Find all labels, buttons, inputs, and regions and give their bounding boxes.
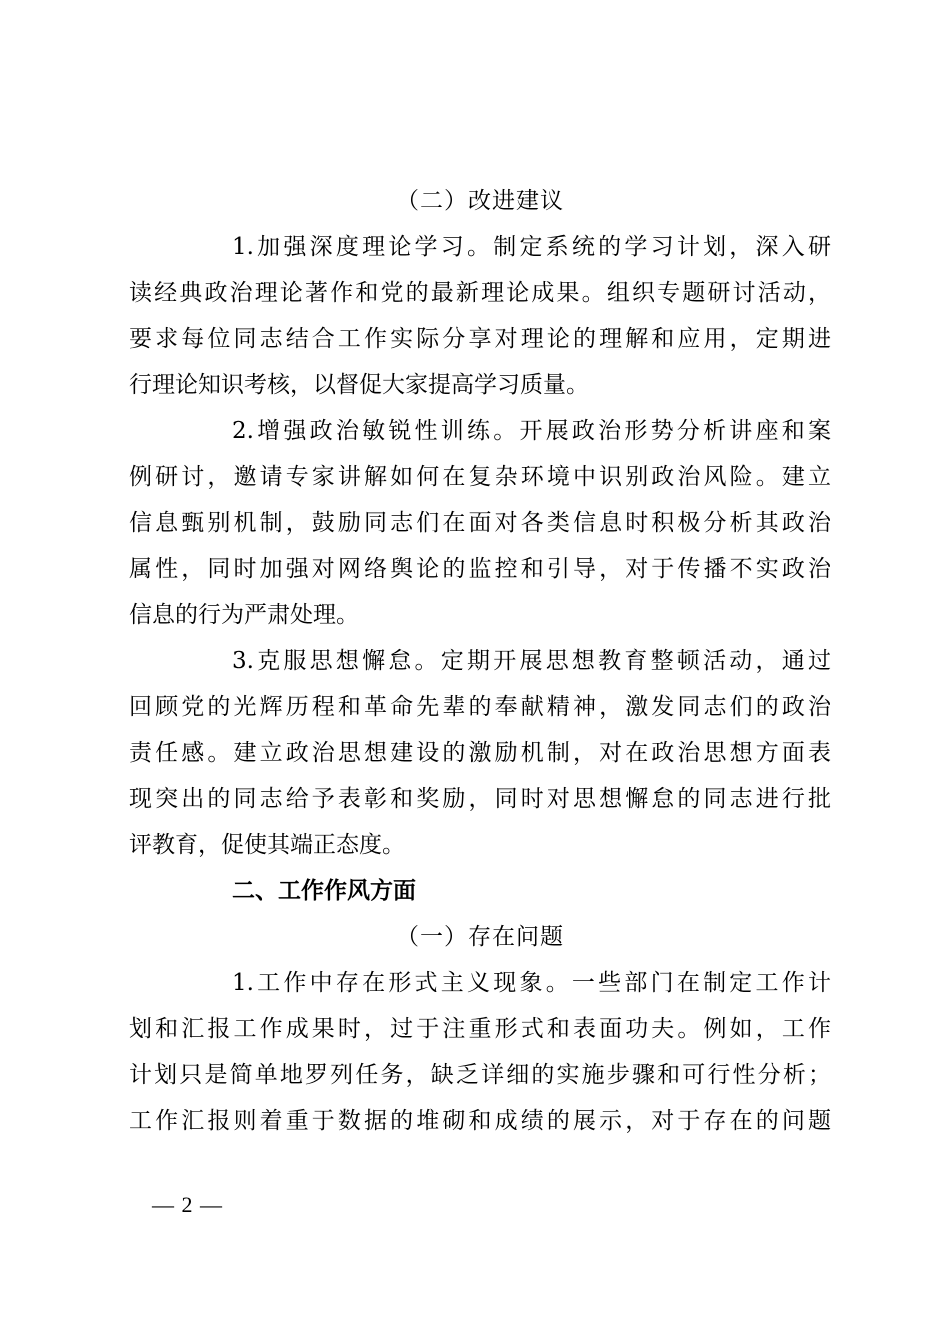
paragraph-item-3	[129, 638, 831, 868]
paragraph-line: 1.工作中存在形式主义现象。一些部门在制定工作计	[232, 970, 831, 996]
paragraph-line: 评教育，促使其端正态度。	[129, 832, 405, 858]
section-heading-improvement: （二）改进建议	[396, 188, 564, 214]
paragraph-item-1	[129, 224, 831, 408]
paragraph-line: 信息的行为严肃处理。	[129, 602, 359, 628]
paragraph-line: 回顾党的光辉历程和革命先辈的奉献精神，激发同志们的政治	[129, 694, 831, 720]
paragraph-line: 划和汇报工作成果时，过于注重形式和表面功夫。例如，工作	[129, 1016, 831, 1042]
paragraph-line: 属性，同时加强对网络舆论的监控和引导，对于传播不实政治	[129, 556, 831, 582]
paragraph-line: 例研讨，邀请专家讲解如何在复杂环境中识别政治风险。建立	[129, 464, 831, 490]
paragraph-line: 责任感。建立政治思想建设的激励机制，对在政治思想方面表	[129, 740, 831, 766]
paragraph-line: 读经典政治理论著作和党的最新理论成果。组织专题研讨活动，	[129, 280, 831, 306]
paragraph-problem-1	[129, 960, 831, 1144]
paragraph-line: 信息甄别机制，鼓励同志们在面对各类信息时积极分析其政治	[129, 510, 831, 536]
paragraph-line: 行理论知识考核，以督促大家提高学习质量。	[129, 372, 589, 398]
paragraph-line: 现突出的同志给予表彰和奖励，同时对思想懈怠的同志进行批	[129, 786, 831, 812]
main-heading-work-style: 二、工作作风方面	[232, 878, 416, 904]
page-number: — 2 —	[152, 1192, 223, 1217]
paragraph-line: 工作汇报则着重于数据的堆砌和成绩的展示，对于存在的问题	[129, 1108, 831, 1134]
paragraph-line: 3.克服思想懈怠。定期开展思想教育整顿活动，通过	[232, 648, 831, 674]
paragraph-line: 计划只是简单地罗列任务，缺乏详细的实施步骤和可行性分析；	[129, 1062, 831, 1088]
section-heading-problems: （一）存在问题	[396, 924, 564, 950]
paragraph-line: 1.加强深度理论学习。制定系统的学习计划，深入研	[232, 234, 831, 260]
paragraph-line: 2.增强政治敏锐性训练。开展政治形势分析讲座和案	[232, 418, 831, 444]
document-body	[129, 178, 831, 1144]
paragraph-item-2	[129, 408, 831, 638]
paragraph-line: 要求每位同志结合工作实际分享对理论的理解和应用，定期进	[129, 326, 831, 352]
